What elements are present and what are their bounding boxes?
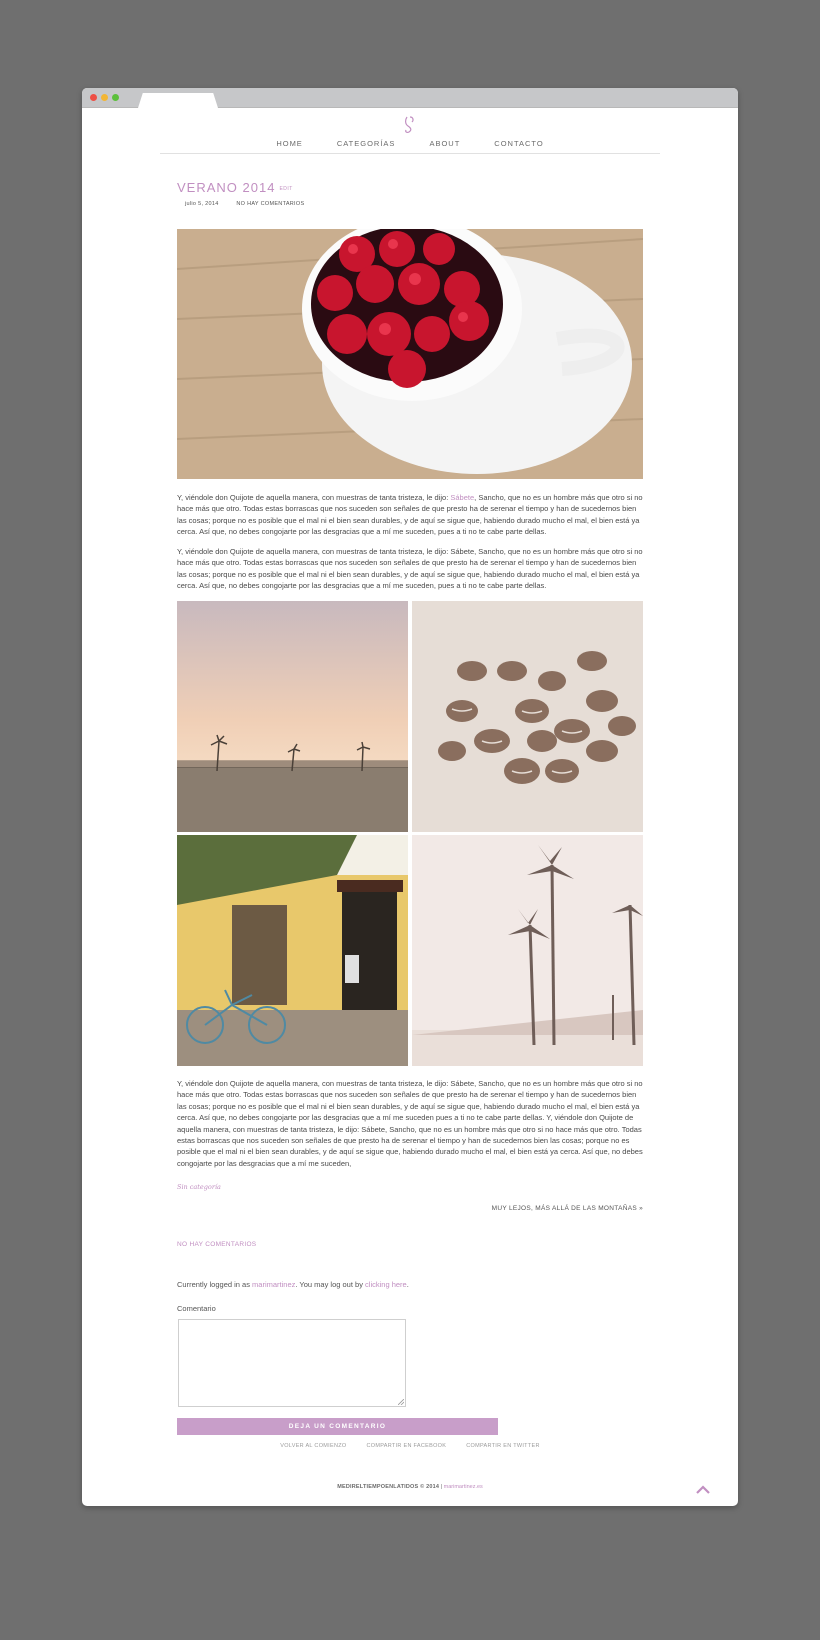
maximize-dot-icon[interactable] <box>112 94 119 101</box>
close-dot-icon[interactable] <box>90 94 97 101</box>
post-paragraph-3: Y, viéndole don Quijote de aquella manera, con muestras de tanta tristeza, le dijo: Sábete, Sancho, que no es un hombre más que otro si no hace más que otro. Todas estas borrascas que nos suceden son señales de que presto ha de serenar el tiempo y han de sucedernos bien las cosas; porque no es posible que el mal ni el bien sean durables, y de aquí se sigue que, habiendo durado mucho el mal, el bien está ya cerca. Así que, no debes congojarte por las desgracias que a mí me suceden pues a ti no te cabe parte dellas. Y, viéndole don Quijote de aquella manera, con muestras de tanta tristeza, le dijo: Sábete, Sancho, que no es un hombre más que otro si no hace más que otro. Todas estas borrascas que nos suceden son señales de que presto ha de serenar el tiempo y han de sucedernos bien las cosas; porque no es posible que el mal ni el bien sean durables, y de aquí se sigue que, habiendo durado mucho el mal, el bien está ya cerca. Así que, no debes congojarte por las desgracias que a mí me suceden, <box>177 1079 643 1168</box>
nav-item-categorias[interactable]: CATEGORÍAS <box>336 139 396 148</box>
logged-in-notice: Currently logged in as marimartinez. You may log out by clicking here. <box>177 1280 409 1289</box>
sabete-link[interactable]: Sábete <box>450 493 475 502</box>
nav-divider <box>160 153 660 154</box>
post-paragraph-2: Y, viéndole don Quijote de aquella manera, con muestras de tanta tristeza, le dijo: Sábete, Sancho, que no es un hombre más que otro si no hace más que otro. Todas estas borrascas que nos suceden son señales de que presto ha de serenar el tiempo y han de sucedernos bien las cosas; porque no es posible que el mal ni el bien sean durables, y de aquí se sigue que, habiendo durado mucho el mal, el bien está ya cerca. Así que, no debes congojarte por las desgracias que a mí me suceden, pues a ti no te cabe parte dellas. <box>177 547 643 591</box>
site-logo-icon[interactable] <box>400 114 420 134</box>
back-to-top-link[interactable]: VOLVER AL COMIENZO <box>280 1443 347 1449</box>
category-link[interactable]: Sin categoría <box>177 1183 221 1191</box>
post-meta <box>185 201 304 207</box>
chevron-up-icon[interactable] <box>696 1485 710 1494</box>
gallery-image-sunset-palms <box>177 601 408 832</box>
nav-item-home[interactable]: HOME <box>276 139 303 148</box>
comments-header: NO HAY COMENTARIOS <box>177 1241 257 1248</box>
nav-item-contacto[interactable]: CONTACTO <box>494 139 544 148</box>
post-date: julio 5, 2014 <box>185 201 219 207</box>
comment-textarea[interactable] <box>178 1319 406 1407</box>
gallery-image-bicycle-street <box>177 835 408 1066</box>
next-post-link[interactable]: MUY LEJOS, MÁS ALLÁ DE LAS MONTAÑAS » <box>491 1205 643 1212</box>
hero-image-raspberries <box>177 229 643 479</box>
footer-copyright: MEDIRELTIEMPOENLATIDOS © 2014 <box>337 1484 440 1490</box>
submit-comment-button[interactable]: DEJA UN COMENTARIO <box>177 1418 498 1435</box>
post-paragraph-1: Y, viéndole don Quijote de aquella manera, con muestras de tanta tristeza, le dijo: Sábete, Sancho, que no es un hombre más que otro si no hace más que otro. Todas estas borrascas que nos suceden son señales de que presto ha de serenar el tiempo y han de sucedernos bien las cosas; porque no es posible que el mal ni el bien sean durables, y de aquí se sigue que, habiendo durado mucho el mal, el bien está ya cerca. Así que, no debes congojarte por las desgracias que a mí me suceden, pues a ti no te cabe parte dellas. <box>177 493 643 537</box>
share-facebook-link[interactable]: COMPARTIR EN FACEBOOK <box>366 1443 447 1449</box>
browser-window <box>82 88 738 1506</box>
comment-label: Comentario <box>177 1304 216 1313</box>
comments-count-link[interactable]: NO HAY COMENTARIOS <box>236 201 305 207</box>
gallery-image-palm-trees <box>412 835 643 1066</box>
user-profile-link[interactable]: marimartinez <box>252 1280 296 1289</box>
resize-grip-icon[interactable] <box>398 1399 404 1405</box>
browser-tab[interactable] <box>138 93 218 108</box>
footer-domain-link[interactable]: marimartinez.es <box>443 1484 483 1490</box>
site-footer <box>82 1484 738 1490</box>
minimize-dot-icon[interactable] <box>101 94 108 101</box>
nav-item-about[interactable]: ABOUT <box>429 139 461 148</box>
edit-link[interactable]: EDIT <box>279 185 293 192</box>
share-twitter-link[interactable]: COMPARTIR EN TWITTER <box>466 1443 540 1449</box>
share-links <box>177 1443 643 1449</box>
footer-separator: | <box>439 1484 444 1490</box>
post-title-text[interactable]: VERANO 2014 <box>177 180 276 195</box>
logout-link[interactable]: clicking here <box>365 1280 407 1289</box>
post-title[interactable] <box>177 180 293 195</box>
browser-chrome <box>82 88 738 108</box>
main-nav <box>160 134 660 152</box>
gallery-image-coffee-beans <box>412 601 643 832</box>
